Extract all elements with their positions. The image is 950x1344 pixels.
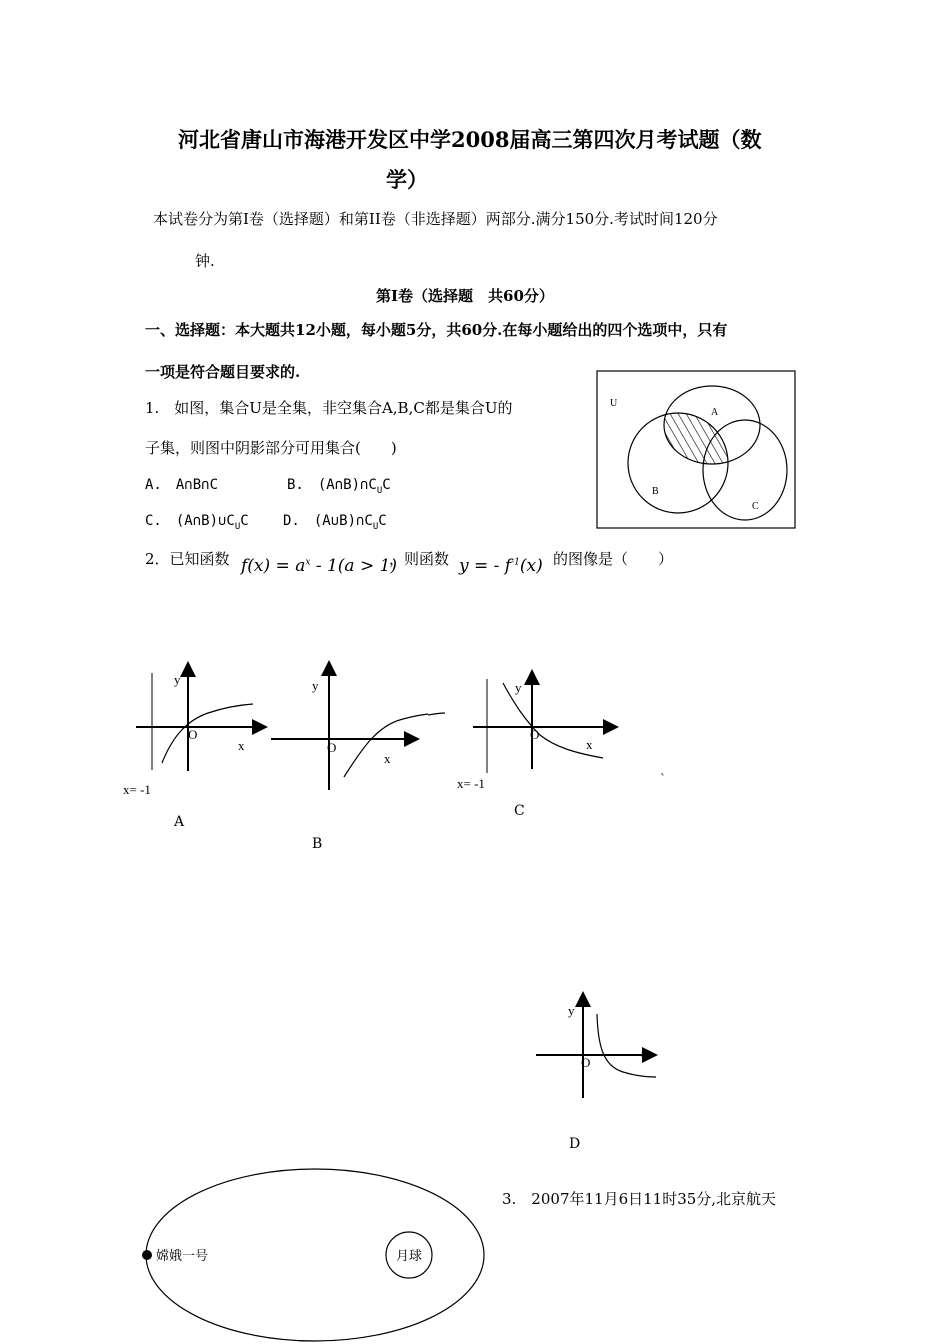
graph-b [268, 655, 428, 795]
y-label: y [174, 672, 181, 687]
q2-formula-y: y = - $f^{-1}(x)$ [459, 556, 543, 576]
x-label: x [641, 1048, 647, 1060]
y-label: y [568, 1003, 575, 1018]
graph-d-label: D [569, 1136, 581, 1152]
graph-d [528, 988, 663, 1103]
q1-line1: 1. 如图，集合U是全集，非空集合A,B,C都是集合U的 [145, 399, 513, 417]
stray-mark: ` [660, 772, 666, 786]
page-title-line2: 学） [386, 167, 428, 192]
graph-a-label: A [174, 814, 185, 830]
set-u-label: U [610, 398, 618, 409]
asymptote-label: x= -1 [457, 776, 485, 791]
origin-label: O [530, 727, 540, 742]
orbit-diagram [138, 1168, 493, 1344]
venn-diagram [596, 370, 796, 530]
asymptote-label: x= -1 [123, 782, 151, 797]
set-a-label: A [711, 407, 719, 418]
q1-option-c: C. $(A\cap B)\cup C_UC$ [145, 513, 249, 532]
origin-label: O [581, 1055, 591, 1070]
section1-line2: 一项是符合题目要求的. [145, 363, 301, 381]
q2-prefix: 2．已知函数 [145, 550, 230, 568]
graph-a [118, 655, 278, 805]
x-label: x [238, 738, 245, 753]
moon-label: 月球 [396, 1248, 423, 1263]
curve [162, 704, 253, 763]
x-label: x [384, 751, 391, 766]
q1-line2: 子集，则图中阴影部分可用集合( ) [145, 439, 397, 457]
x-label: x [586, 737, 593, 752]
graph-c-label: C [514, 803, 525, 819]
spacecraft-label: 嫦娥一号 [156, 1248, 209, 1263]
set-c-label: C [752, 501, 759, 512]
page-title-line1: 河北省唐山市海港开发区中学2008届高三第四次月考试题（数 [178, 127, 762, 152]
y-label: y [515, 680, 522, 695]
q1-option-a: A. A∩B∩C [145, 477, 219, 493]
curve [597, 1014, 656, 1077]
spacecraft-dot [142, 1250, 152, 1260]
q2-formula-f: $f(x) = a^x - 1(a > 1)$ [241, 556, 398, 576]
graph-b-curve-tail [428, 708, 448, 718]
intro-line2: 钟. [195, 252, 215, 270]
intro-line1: 本试卷分为第Ⅰ卷（选择题）和第II卷（非选择题）两部分.满分150分.考试时间120分 [153, 210, 718, 228]
q2-suffix: 的图像是（ ） [553, 550, 674, 568]
set-c-ellipse [703, 420, 787, 520]
q1-option-b: B. $(A\cap B)\cap C_UC$ [287, 477, 391, 496]
origin-label: O [188, 727, 198, 742]
q2-middle: ，则函数 [389, 550, 450, 568]
origin-label: O [327, 740, 337, 755]
y-label: y [312, 678, 319, 693]
set-b-label: B [652, 486, 659, 497]
curve [344, 713, 428, 777]
part1-heading: 第Ⅰ卷（选择题 共60分） [376, 287, 554, 305]
q1-option-d: D. $(A\cup B)\cap C_UC$ [283, 513, 387, 532]
graph-c [455, 665, 625, 795]
section1-line1: 一、选择题：本大题共12小题，每小题5分，共60分.在每小题给出的四个选项中，只有 [145, 321, 728, 339]
q3-text: 3. 2007年11月6日11时35分,北京航天 [502, 1190, 777, 1208]
graph-b-label: B [312, 836, 323, 852]
